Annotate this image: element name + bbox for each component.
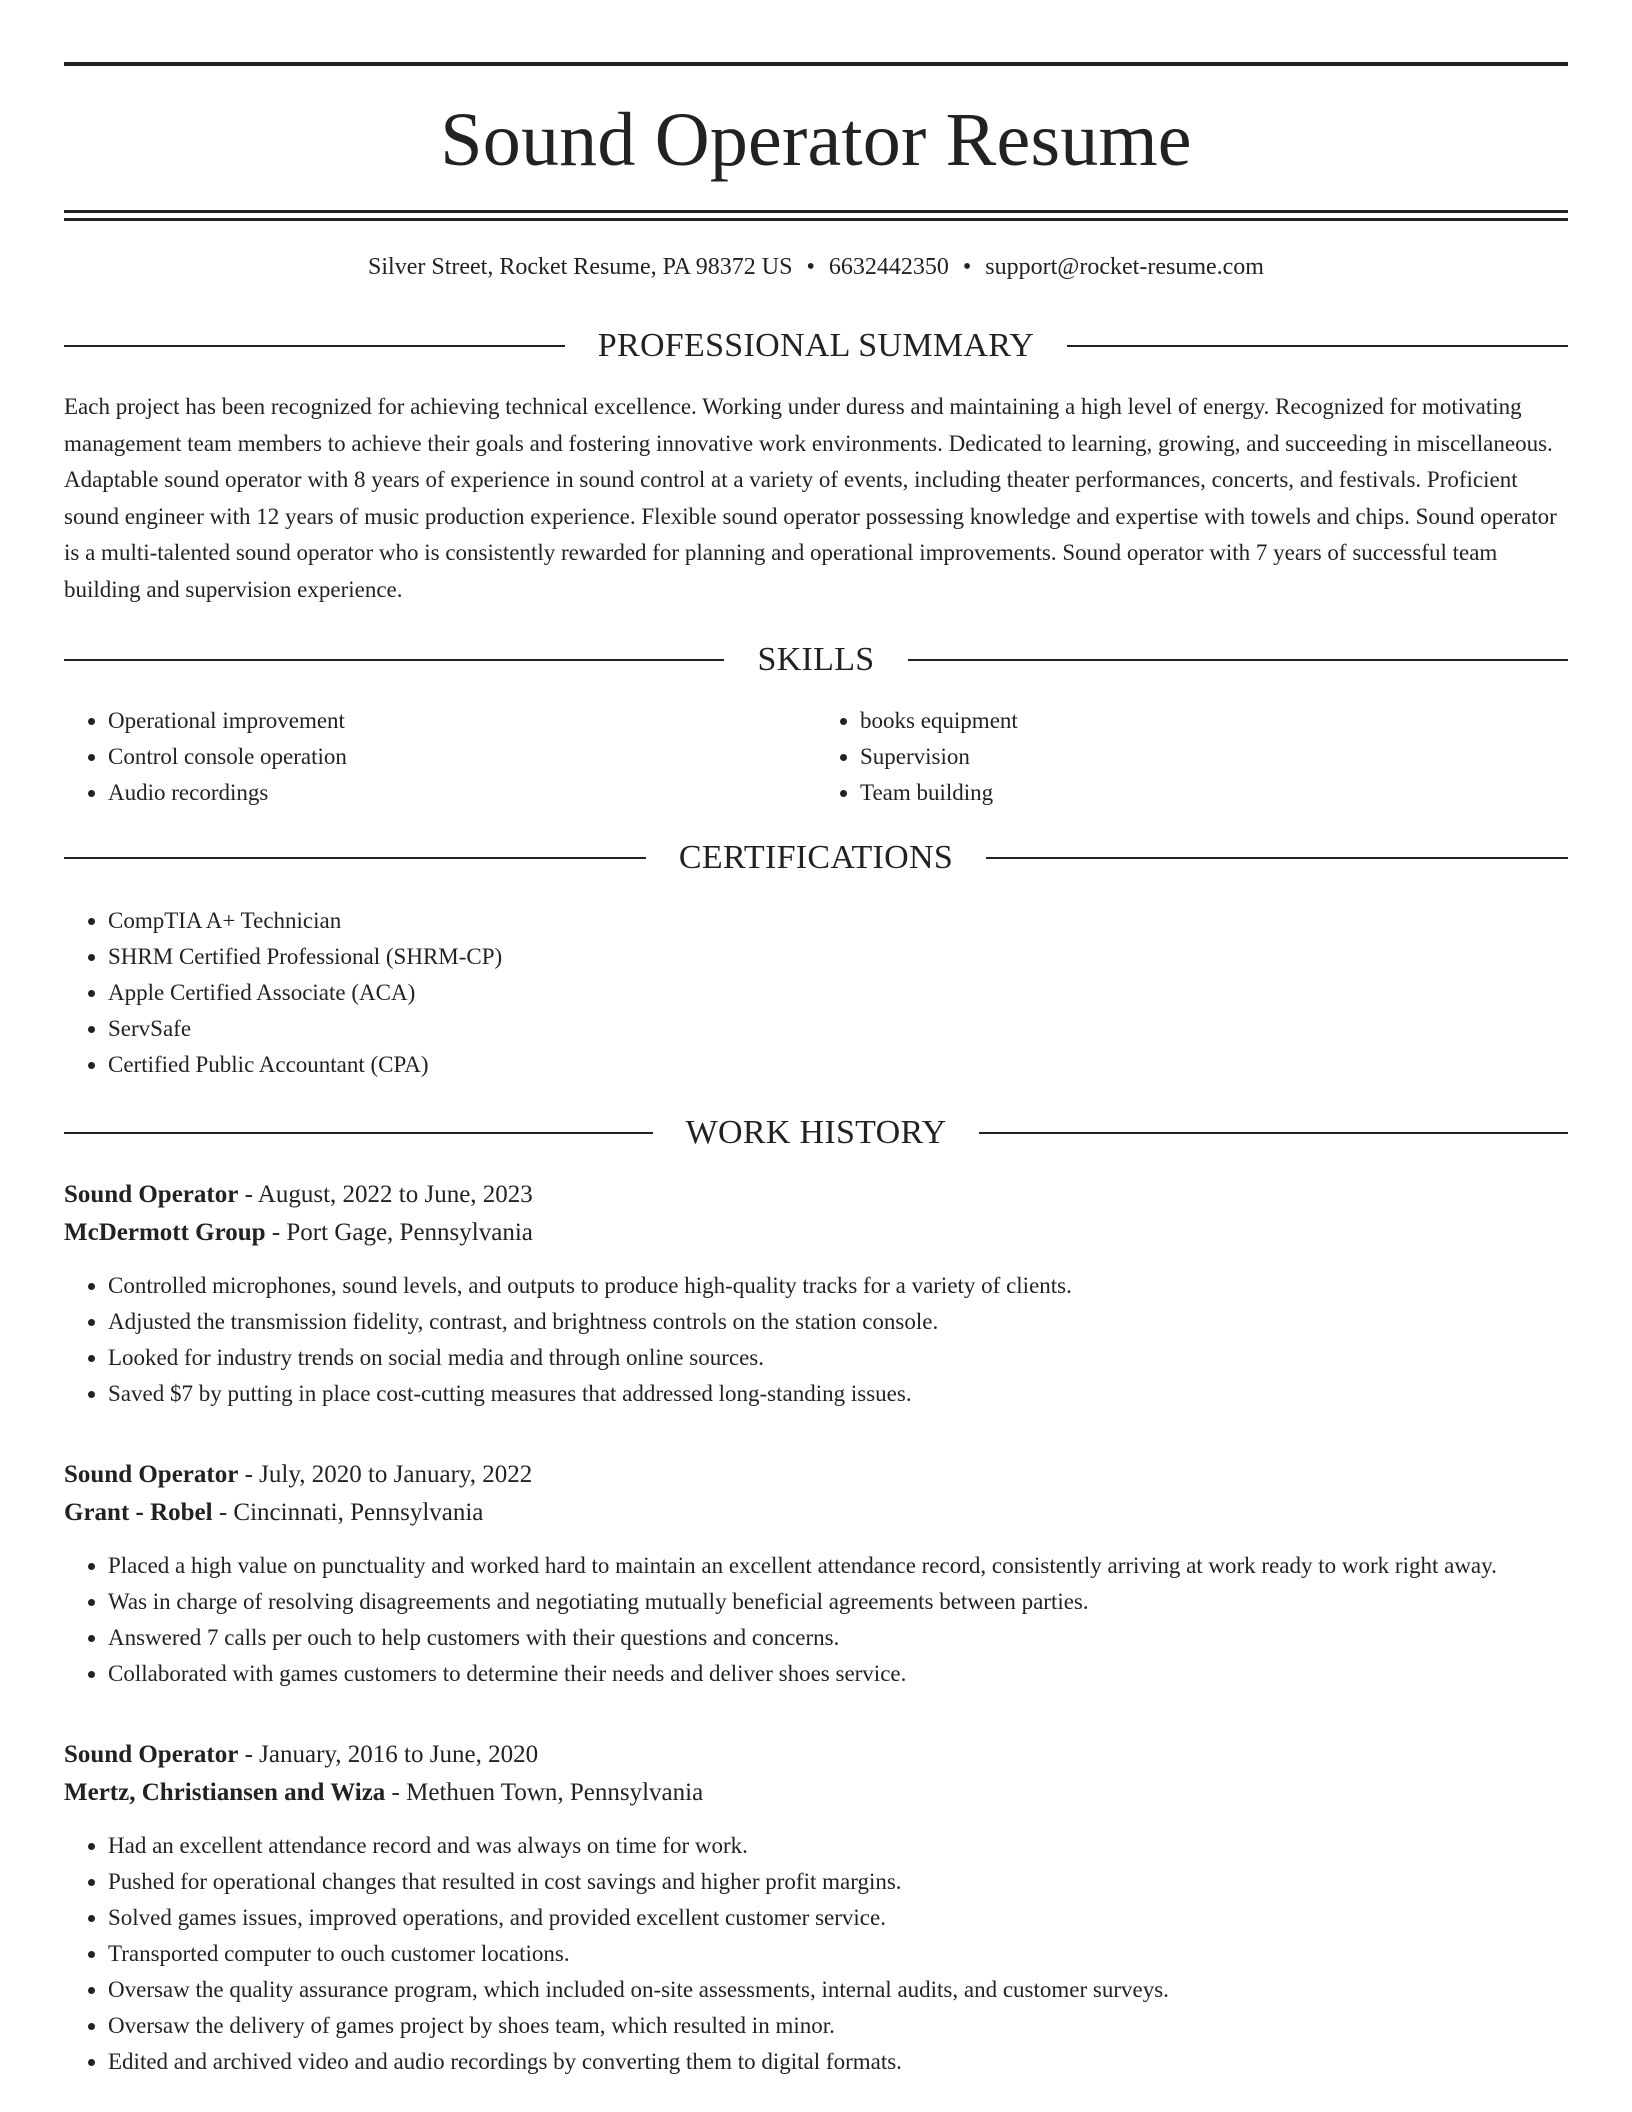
- job-company: Grant - Robel: [64, 1499, 213, 1526]
- contact-phone: 6632442350: [828, 254, 949, 280]
- job-bullets: [64, 1268, 1568, 1412]
- skill-item: • Team building: [860, 775, 1568, 811]
- job-bullet: • Placed a high value on punctuality and worked hard to maintain an excellent attendance record, consistently arriving at work ready to work right away.: [108, 1548, 1568, 1584]
- job-dates: - August, 2022 to June, 2023: [238, 1181, 533, 1208]
- skill-item: • Audio recordings: [108, 775, 816, 811]
- job-role-line: [64, 1176, 1568, 1214]
- skill-item: • Operational improvement: [108, 703, 816, 739]
- contact-address: Silver Street, Rocket Resume, PA 98372 US: [368, 254, 793, 280]
- certifications-heading: [64, 841, 1568, 875]
- certification-item: • SHRM Certified Professional (SHRM-CP): [108, 939, 1568, 975]
- top-rule: [64, 62, 1568, 66]
- certification-item: • Certified Public Accountant (CPA): [108, 1047, 1568, 1083]
- job-bullet: • Collaborated with games customers to determine their needs and deliver shoes service.: [108, 1656, 1568, 1692]
- job-company-line: [64, 1494, 1568, 1532]
- title-double-rule: [64, 210, 1568, 221]
- job-bullet: • Controlled microphones, sound levels, and outputs to produce high-quality tracks for a variety of clients.: [108, 1268, 1568, 1304]
- certification-item: • CompTIA A+ Technician: [108, 903, 1568, 939]
- job-role-line: [64, 1736, 1568, 1774]
- skill-item: • books equipment: [860, 703, 1568, 739]
- certifications-list: [64, 903, 1568, 1083]
- skill-item: • Supervision: [860, 739, 1568, 775]
- heading-rule-left: [64, 857, 646, 859]
- heading-rule-right: [908, 659, 1568, 661]
- job-location: - Port Gage, Pennsylvania: [265, 1219, 533, 1246]
- job-bullet: • Had an excellent attendance record and was always on time for work.: [108, 1828, 1568, 1864]
- heading-rule-left: [64, 659, 724, 661]
- job-role: Sound Operator: [64, 1181, 239, 1208]
- heading-rule-right: [986, 857, 1568, 859]
- job-bullet: • Looked for industry trends on social media and through online sources.: [108, 1340, 1568, 1376]
- skill-item: • Control console operation: [108, 739, 816, 775]
- job-bullet: • Solved games issues, improved operations, and provided excellent customer service.: [108, 1900, 1568, 1936]
- job-bullets: [64, 1828, 1568, 2080]
- heading-rule-right: [1067, 345, 1568, 347]
- certification-item: • ServSafe: [108, 1011, 1568, 1047]
- job-bullet: • Edited and archived video and audio recordings by converting them to digital formats.: [108, 2044, 1568, 2080]
- job-dates: - January, 2016 to June, 2020: [238, 1741, 539, 1768]
- certification-item: • Apple Certified Associate (ACA): [108, 975, 1568, 1011]
- job-entry: [64, 1456, 1568, 1692]
- job-role: Sound Operator: [64, 1741, 239, 1768]
- job-entry: [64, 1176, 1568, 1412]
- skills-column-left: [64, 703, 816, 811]
- job-role-line: [64, 1456, 1568, 1494]
- job-entry: [64, 1736, 1568, 2080]
- skills-title: SKILLS: [757, 641, 875, 678]
- certifications-title: CERTIFICATIONS: [678, 839, 954, 876]
- contact-separator: •: [806, 254, 815, 280]
- work-history-title: WORK HISTORY: [685, 1114, 947, 1151]
- summary-heading: [64, 329, 1568, 363]
- skills-heading: [64, 643, 1568, 677]
- contact-line: [64, 255, 1568, 279]
- job-location: - Methuen Town, Pennsylvania: [385, 1779, 704, 1806]
- contact-email: support@rocket-resume.com: [985, 254, 1264, 280]
- job-bullet: • Answered 7 calls per ouch to help customers with their questions and concerns.: [108, 1620, 1568, 1656]
- job-company-line: [64, 1774, 1568, 1812]
- heading-rule-right: [979, 1132, 1568, 1134]
- job-location: - Cincinnati, Pennsylvania: [212, 1499, 484, 1526]
- job-bullet: • Oversaw the delivery of games project by shoes team, which resulted in minor.: [108, 2008, 1568, 2044]
- skills-list: [64, 703, 1568, 811]
- job-bullet: • Adjusted the transmission fidelity, contrast, and brightness controls on the station console.: [108, 1304, 1568, 1340]
- job-company: McDermott Group: [64, 1219, 266, 1246]
- heading-rule-left: [64, 1132, 653, 1134]
- skills-column-right: [816, 703, 1568, 811]
- job-dates: - July, 2020 to January, 2022: [238, 1461, 533, 1488]
- job-bullet: • Saved $7 by putting in place cost-cutting measures that addressed long-standing issues.: [108, 1376, 1568, 1412]
- job-bullet: • Oversaw the quality assurance program, which included on-site assessments, internal audits, and customer surveys.: [108, 1972, 1568, 2008]
- work-history-heading: [64, 1116, 1568, 1150]
- resume-title: Sound Operator Resume: [440, 98, 1192, 182]
- heading-rule-left: [64, 345, 565, 347]
- summary-text: Each project has been recognized for achieving technical excellence. Working under duress and maintaining a high level of energy. Recognized for motivating management team members to achieve their goals and fostering innovative work environments. Dedicated to learning, growing, and succeeding in miscellaneous. Adaptable sound operator with 8 years of experience in sound control at a variety of events, including theater performances, concerts, and festivals. Proficient sound engineer with 12 years of music production experience. Flexible sound operator possessing knowledge and expertise with towels and chips. Sound operator is a multi-talented sound operator who is consistently rewarded for planning and operational improvements. Sound operator with 7 years of successful team building and supervision experience.: [64, 394, 1557, 602]
- contact-separator: •: [962, 254, 972, 280]
- job-company-line: [64, 1214, 1568, 1252]
- job-bullet: • Was in charge of resolving disagreements and negotiating mutually beneficial agreements between parties.: [108, 1584, 1568, 1620]
- job-bullet: • Pushed for operational changes that resulted in cost savings and higher profit margins.: [108, 1864, 1568, 1900]
- job-company: Mertz, Christiansen and Wiza: [64, 1779, 386, 1806]
- job-bullet: • Transported computer to ouch customer locations.: [108, 1936, 1568, 1972]
- job-role: Sound Operator: [64, 1461, 239, 1488]
- summary-title: PROFESSIONAL SUMMARY: [597, 327, 1035, 364]
- job-bullets: [64, 1548, 1568, 1692]
